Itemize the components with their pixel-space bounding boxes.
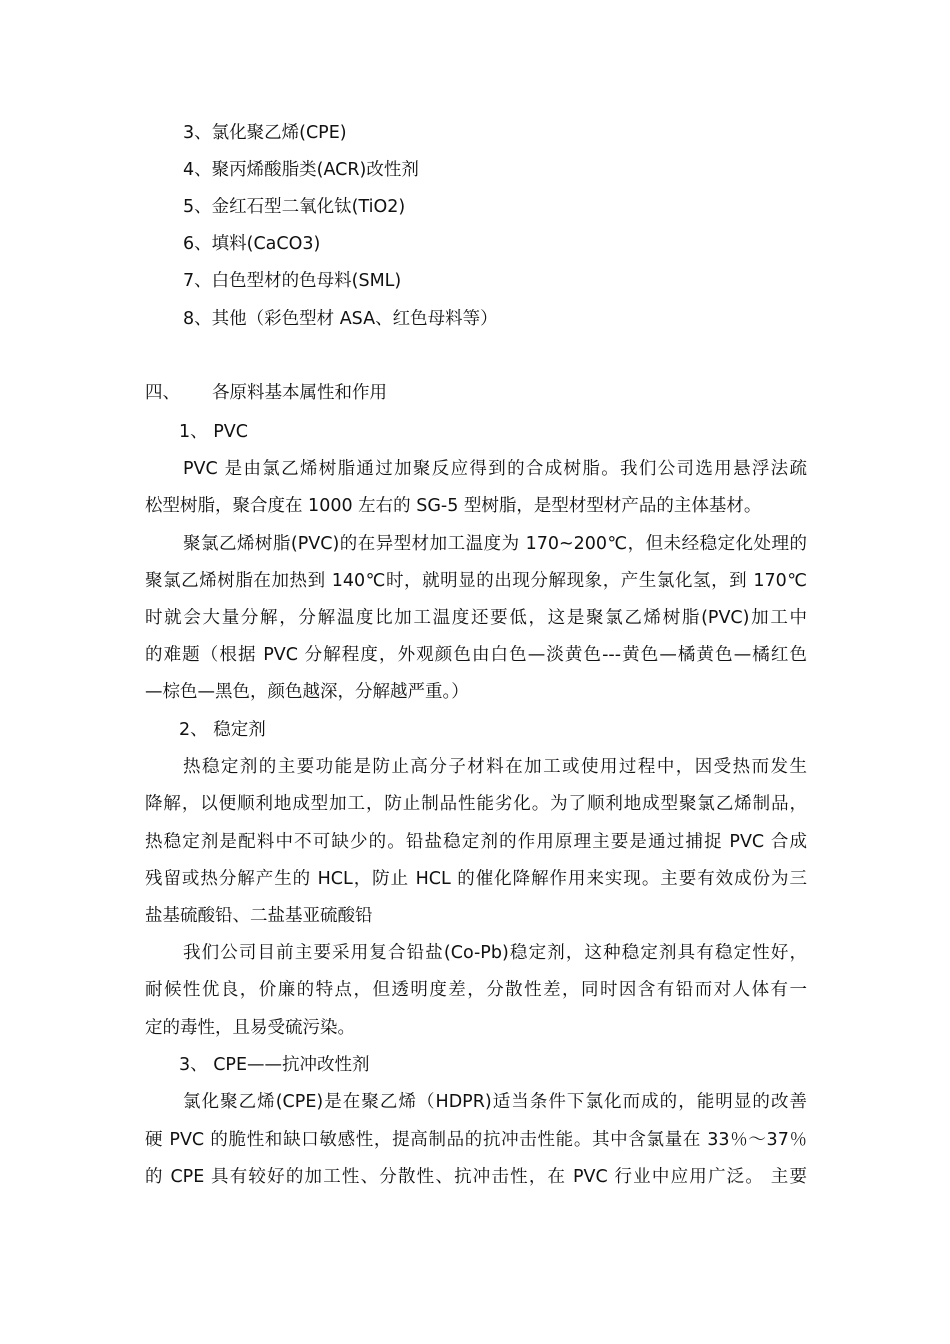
- paragraph-line: —棕色—黑色，颜色越深，分解越严重。）: [145, 682, 469, 702]
- paragraph-line: PVC 是由氯乙烯树脂通过加聚反应得到的合成树脂。我们公司选用悬浮法疏: [183, 459, 807, 479]
- paragraph-line: 聚氯乙烯树脂在加热到 140℃时，就明显的出现分解现象，产生氯化氢，到 170℃: [145, 571, 807, 591]
- paragraph-line: 热稳定剂的主要功能是防止高分子材料在加工或使用过程中，因受热而发生: [183, 757, 807, 777]
- paragraph-line: 热稳定剂是配料中不可缺少的。铅盐稳定剂的作用原理主要是通过捕捉 PVC 合成: [145, 832, 807, 852]
- paragraph-line: 我们公司目前主要采用复合铅盐(Co-Pb)稳定剂，这种稳定剂具有稳定性好，: [183, 943, 807, 963]
- paragraph-line: 的 CPE 具有较好的加工性、分散性、抗冲击性，在 PVC 行业中应用广泛。 主要: [145, 1167, 807, 1187]
- list-item: 3、氯化聚乙烯(CPE): [183, 123, 347, 143]
- list-item: 6、填料(CaCO3): [183, 234, 321, 254]
- subsection-heading-pvc: 1、 PVC: [179, 422, 248, 442]
- paragraph-line: 氯化聚乙烯(CPE)是在聚乙烯（HDPR)适当条件下氯化而成的，能明显的改善: [183, 1092, 807, 1112]
- paragraph-line: 耐候性优良，价廉的特点，但透明度差，分散性差，同时因含有铅而对人体有一: [145, 980, 807, 1000]
- paragraph-line: 降解，以便顺利地成型加工，防止制品性能劣化。为了顺利地成型聚氯乙烯制品，: [145, 794, 807, 814]
- list-item: 4、聚丙烯酸脂类(ACR)改性剂: [183, 160, 419, 180]
- paragraph-line: 松型树脂，聚合度在 1000 左右的 SG-5 型树脂，是型材型材产品的主体基材。: [145, 496, 762, 516]
- paragraph-line: 残留或热分解产生的 HCL，防止 HCL 的催化降解作用来实现。主要有效成份为三: [145, 869, 807, 889]
- list-item: 5、金红石型二氧化钛(TiO2): [183, 197, 406, 217]
- paragraph-line: 聚氯乙烯树脂(PVC)的在异型材加工温度为 170~200℃，但未经稳定化处理的: [183, 534, 807, 554]
- paragraph-line: 定的毒性，且易受硫污染。: [145, 1018, 355, 1038]
- list-item: 7、白色型材的色母料(SML): [183, 271, 402, 291]
- paragraph-line: 硬 PVC 的脆性和缺口敏感性，提高制品的抗冲击性能。其中含氯量在 33％～37％: [145, 1130, 807, 1150]
- section-title: 各原料基本属性和作用: [212, 383, 387, 403]
- paragraph-line: 盐基硫酸铅、二盐基亚硫酸铅: [145, 906, 373, 926]
- paragraph-line: 时就会大量分解，分解温度比加工温度还要低，这是聚氯乙烯树脂(PVC)加工中: [145, 608, 807, 628]
- subsection-heading-stabilizer: 2、 稳定剂: [179, 720, 266, 740]
- list-item: 8、其他（彩色型材 ASA、红色母料等）: [183, 309, 498, 329]
- paragraph-line: 的难题（根据 PVC 分解程度，外观颜色由白色—淡黄色---黄色—橘黄色—橘红色: [145, 645, 807, 665]
- section-number: 四、: [145, 383, 180, 403]
- subsection-heading-cpe: 3、 CPE——抗冲改性剂: [179, 1055, 370, 1075]
